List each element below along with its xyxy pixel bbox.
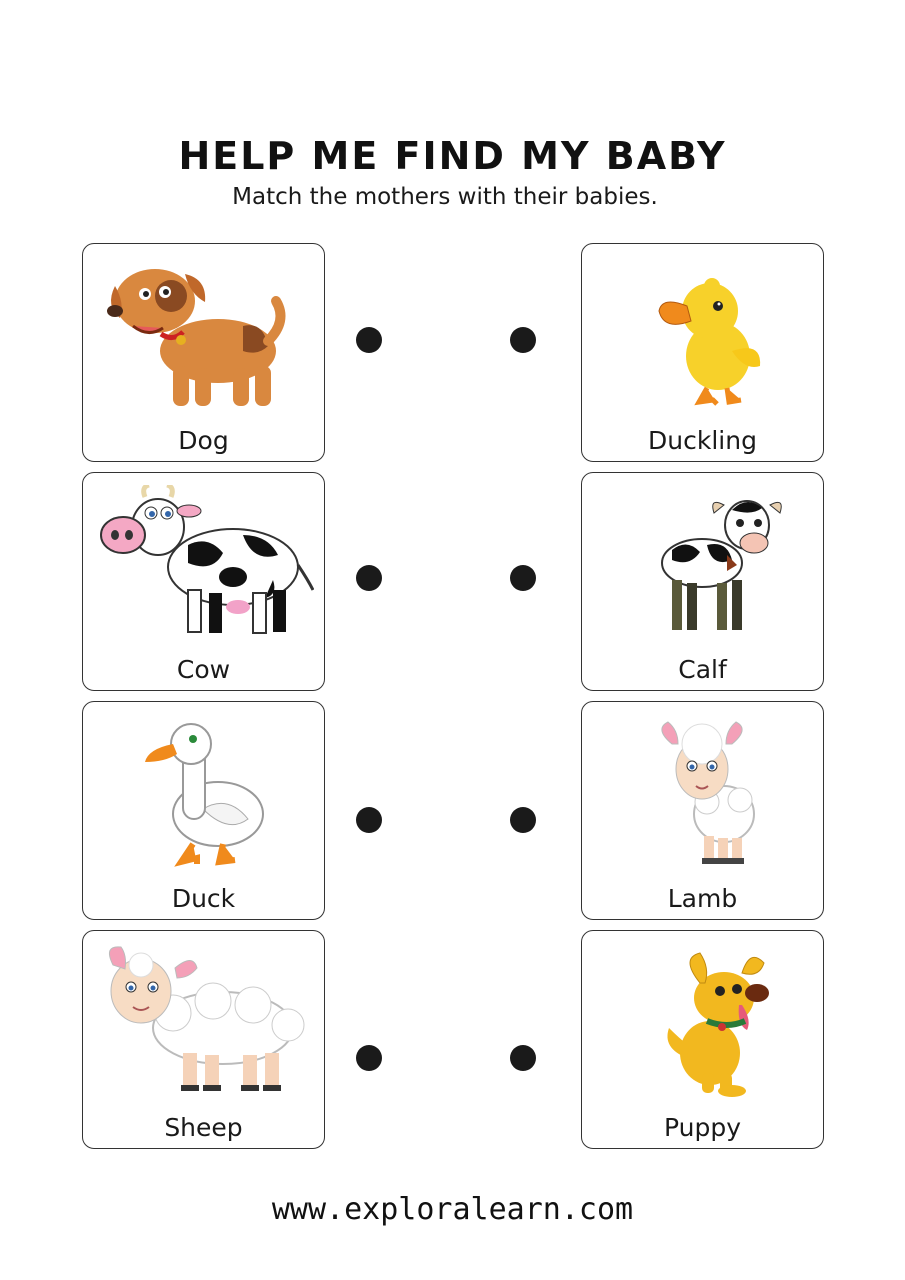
match-dot-mother-2[interactable] [356, 565, 382, 591]
dog-icon [93, 256, 314, 416]
match-dot-mother-4[interactable] [356, 1045, 382, 1071]
sheep-icon [93, 943, 314, 1103]
baby-label: Calf [678, 655, 727, 684]
baby-card-duckling [581, 243, 824, 462]
cow-icon [93, 485, 314, 645]
match-dot-mother-1[interactable] [356, 327, 382, 353]
baby-label: Puppy [663, 1113, 741, 1142]
baby-card-lamb [581, 701, 824, 920]
footer-website: www.exploralearn.com [271, 1192, 634, 1227]
mother-label: Dog [178, 426, 229, 455]
mother-card-sheep [82, 930, 325, 1149]
baby-label: Duckling [648, 426, 757, 455]
baby-card-puppy [581, 930, 824, 1149]
calf-icon [592, 485, 813, 645]
puppy-icon [592, 943, 813, 1103]
mother-label: Duck [171, 884, 236, 913]
mother-label: Cow [176, 655, 231, 684]
mother-card-duck [82, 701, 325, 920]
mother-card-cow [82, 472, 325, 691]
worksheet-title: HELP ME FIND MY BABY [178, 134, 727, 178]
match-dot-baby-4[interactable] [510, 1045, 536, 1071]
baby-label: Lamb [667, 884, 738, 913]
duckling-icon [592, 256, 813, 416]
baby-card-calf [581, 472, 824, 691]
worksheet-instructions: Match the mothers with their babies. [232, 184, 658, 210]
duck-icon [93, 714, 314, 874]
lamb-icon [592, 714, 813, 874]
match-dot-baby-2[interactable] [510, 565, 536, 591]
match-dot-mother-3[interactable] [356, 807, 382, 833]
mother-card-dog [82, 243, 325, 462]
match-dot-baby-3[interactable] [510, 807, 536, 833]
mother-label: Sheep [164, 1113, 243, 1142]
match-dot-baby-1[interactable] [510, 327, 536, 353]
